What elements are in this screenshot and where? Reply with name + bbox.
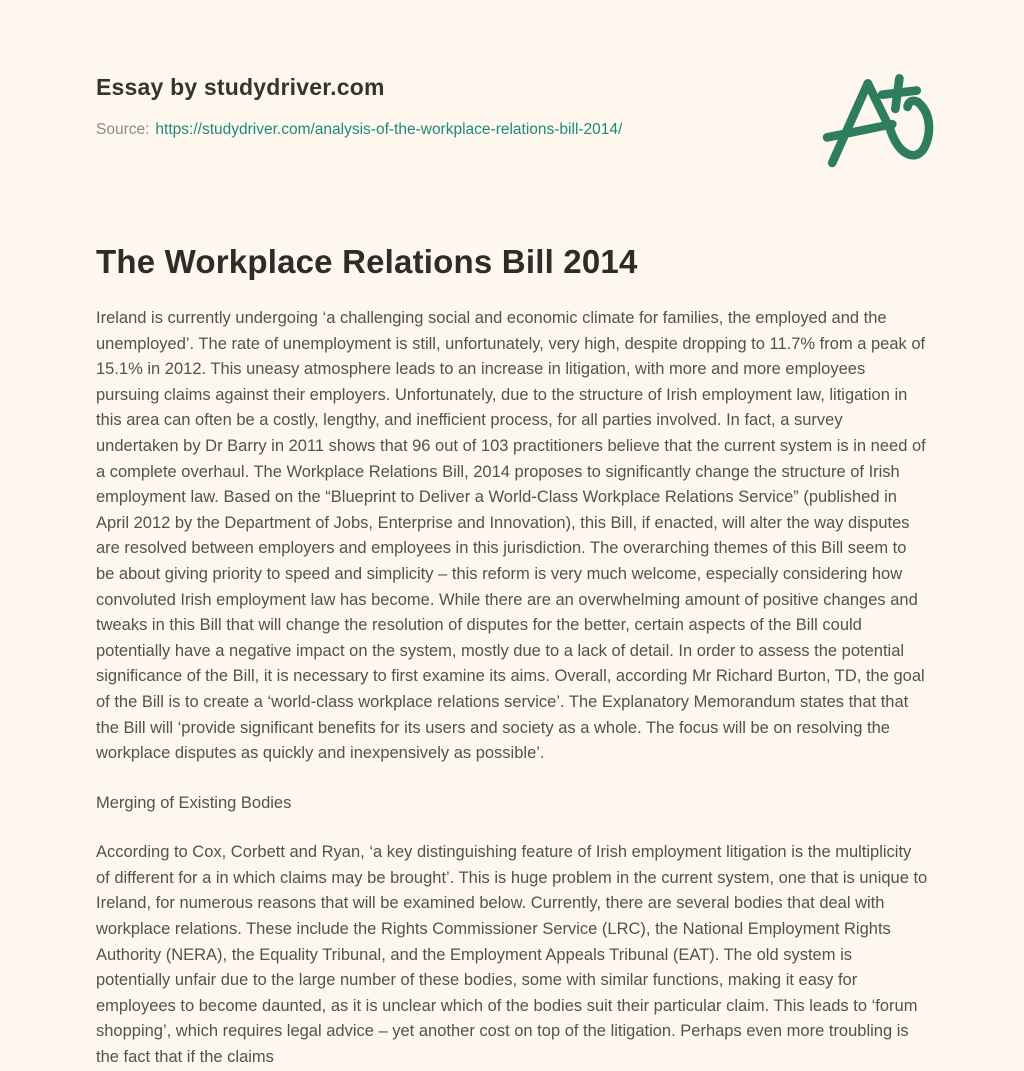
essay-paragraph-1: Ireland is currently undergoing ‘a challenging social and economic climate for families, the employed and the unemployed’. The rate of unemployment is still, unfortunately, very high, despite dropping to 11.7% from a peak of 15.1% in 2012. This uneasy atmosphere leads to an increase in litigation, with more and more employees pursuing claims against their employers. Unfortunately, due to the structure of Irish employment law, litigation in this area can often be a costly, lengthy, and inefficient process, for all parties involved. In fact, a survey undertaken by Dr Barry in 2011 shows that 96 out of 103 practitioners believe that the current system is in need of a complete overhaul. The Workplace Relations Bill, 2014 proposes to significantly change the structure of Irish employment law. Based on the “Blueprint to Deliver a World-Class Workplace Relations Service” (published in April 2012 by the Department of Jobs, Enterprise and Innovation), this Bill, if enacted, will alter the way disputes are resolved between employers and employees in this jurisdiction. The overarching themes of this Bill seem to be about giving priority to speed and simplicity – this reform is very much welcome, especially considering how convoluted Irish employment law has become. While there are an overwhelming amount of positive changes and tweaks in this Bill that will change the resolution of disputes for the better, certain aspects of the Bill could potentially have a negative impact on the system, mostly due to a lack of detail. In order to assess the potential significance of the Bill, it is necessary to first examine its aims. Overall, according Mr Richard Burton, TD, the goal of the Bill is to create a ‘world-class workplace relations service’. The Explanatory Memorandum states that that the Bill will ‘provide significant benefits for its users and society as a whole. The focus will be on resolving the workplace disputes as quickly and inexpensively as possible’. [96, 309, 926, 763]
byline: Essay by studydriver.com [96, 74, 385, 100]
source-row [96, 121, 928, 139]
essay-paragraph-2: According to Cox, Corbett and Ryan, ‘a key distinguishing feature of Irish employment litigation is the multiplicity of different for a in which claims may be brought’. This is huge problem in the current system, one that is unique to Ireland, for numerous reasons that will be examined below. Currently, there are several bodies that deal with workplace relations. These include the Rights Commissioner Service (LRC), the National Employment Rights Authority (NERA), the Equality Tribunal, and the Employment Appeals Tribunal (EAT). The old system is potentially unfair due to the large number of these bodies, some with similar functions, making it easy for employees to become daunted, as it is unclear which of the bodies suit their particular claim. This leads to ‘forum shopping’, which requires legal advice – yet another cost on top of the litigation. Perhaps even more troubling is the fact that if the claims [96, 843, 928, 1067]
source-label: Source: [96, 121, 150, 138]
a-plus-logo-icon [820, 58, 934, 170]
essay-content [96, 242, 928, 1071]
page-header [96, 0, 928, 139]
section-heading: Merging of Existing Bodies [96, 793, 292, 812]
source-link[interactable]: https://studydriver.com/analysis-of-the-workplace-relations-bill-2014/ [155, 121, 623, 138]
essay-title: The Workplace Relations Bill 2014 [96, 243, 638, 280]
